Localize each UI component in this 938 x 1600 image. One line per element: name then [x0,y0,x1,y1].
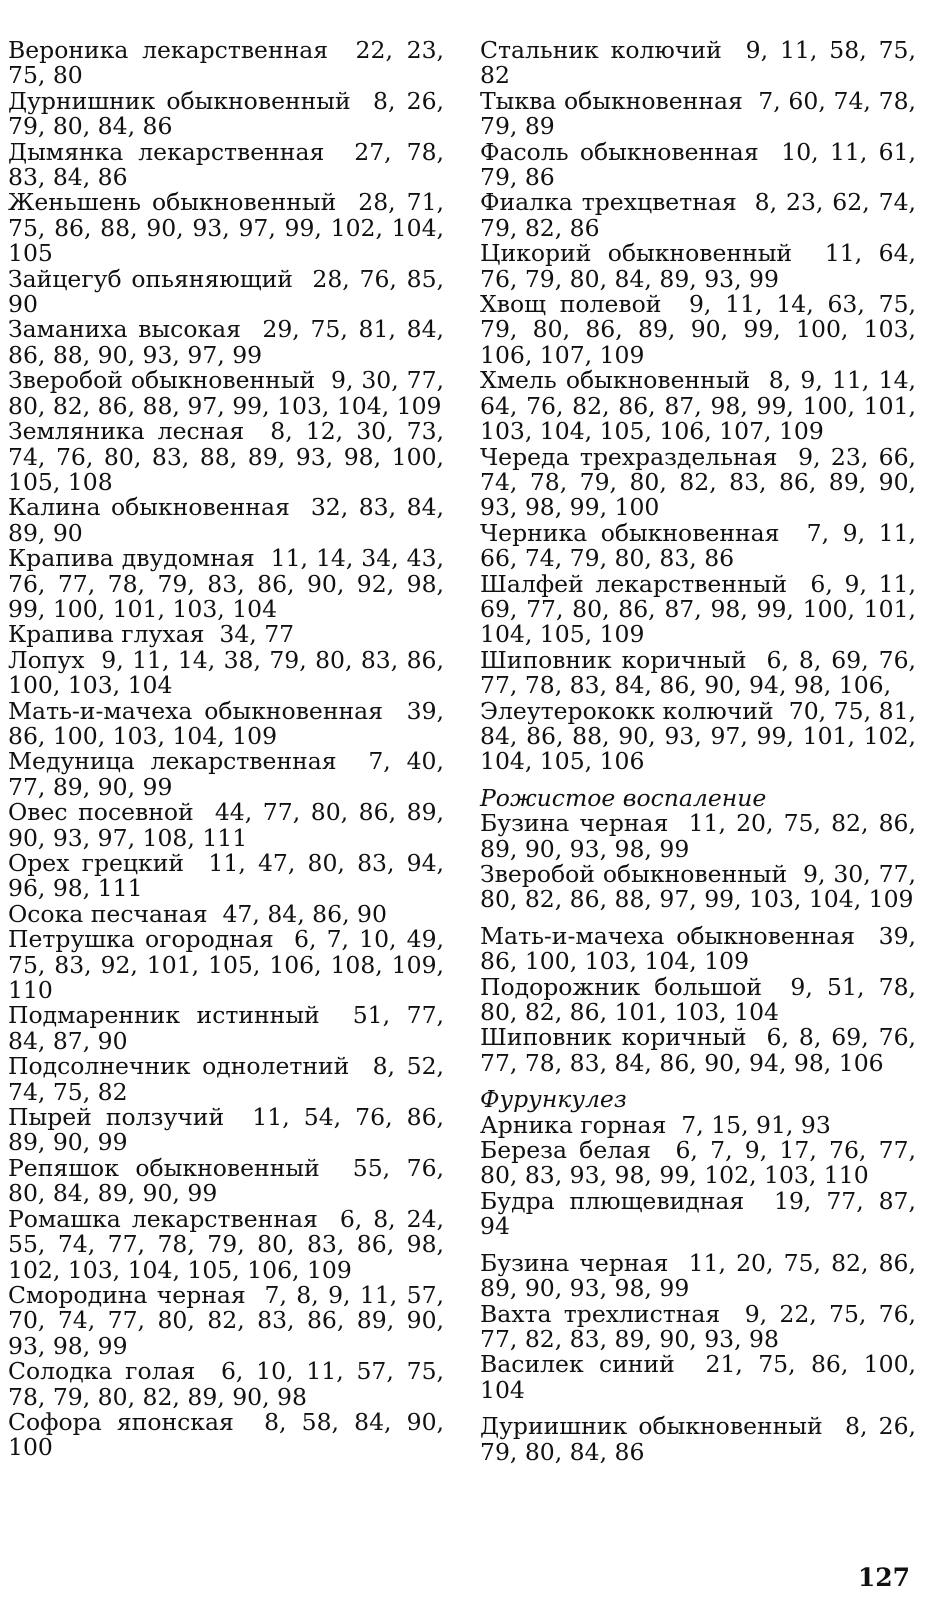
entry-name: Мать-и-мачеха обыкновенная [8,696,384,725]
index-entry [480,137,916,192]
entry-name: Пырей ползучий [8,1103,225,1132]
entry-pages: 9, 30, 77, 80, 82, 86, 88, 97, 99, 103, 104, 109 [480,860,916,914]
entry-name: Шиповник коричный [480,645,747,674]
entry-name: Калина обыкновенная [8,493,290,522]
entry-pages: 10, 11, 61, 79, 86 [480,137,916,192]
entry-name: Орех грецкий [8,849,185,877]
entry-name: Стальник колючий [480,36,722,64]
entry-pages: 9, 22, 75, 76, 77, 82, 83, 89, 90, 93, 98 [480,1299,916,1353]
index-entry [8,1359,444,1410]
index-entry [8,1280,444,1360]
entry-pages: 11, 64, 76, 79, 80, 84, 89, 93, 99 [480,239,916,293]
index-entry [8,1153,444,1208]
index-entry [480,1110,916,1139]
entry-name: Василек синий [480,1350,675,1379]
entry-pages: 8, 52, 74, 75, 82 [8,1052,444,1106]
entry-name: Черника обыкновенная [480,518,780,547]
entry-name: Зайцегуб опьяняющий [8,264,293,293]
entry-pages: 6, 9, 11, 69, 77, 80, 86, 87, 98, 99, 100, 101, 104, 105, 109 [480,569,916,649]
index-entry [8,1407,444,1462]
entry-pages: 28, 76, 85, 90 [8,264,444,319]
index-entry [480,292,916,368]
entry-name: Вахта трехлистная [480,1299,721,1328]
entry-name: Зверобой обыкновенный [8,366,316,395]
entry-name: Смородина черная [8,1280,246,1309]
index-entry [480,1138,916,1189]
index-entry [480,38,916,89]
index-entry [480,86,916,141]
entry-pages: 32, 83, 84, 89, 90 [8,493,444,547]
entry-name: Мать-и-мачеха обыкновенная [480,921,856,950]
index-entry [480,1248,916,1303]
entry-name: Бузина черная [480,809,669,838]
entry-pages: 7, 8, 9, 11, 57, 70, 74, 77, 80, 82, 83, 86, 89, 90, 93, 98, 99 [8,1280,444,1360]
index-entry [480,921,916,976]
right-column [480,38,916,1465]
entry-pages: 11, 47, 80, 83, 94, 96, 98, 111 [8,849,445,903]
entry-name: Дымянка лекарственная [8,137,325,166]
entry-name: Лопух [8,645,85,674]
index-entry [480,1414,916,1465]
entry-name: Подмаренник истинный [8,1001,320,1030]
entry-pages: 39, 86, 100, 103, 104, 109 [8,696,444,750]
entry-pages: 11, 20, 75, 82, 86, 89, 90, 93, 98, 99 [480,809,916,863]
entry-name: Шалфей лекарственный [480,569,787,598]
entry-pages: 22, 23, 75, 80 [8,36,444,90]
index-entry [8,1105,444,1156]
index-entry [480,518,917,573]
page-number: 127 [857,1563,910,1592]
entry-name: Вероника лекарственная [8,36,329,64]
index-entry [480,1025,916,1076]
index-entry [480,368,916,444]
right-column-entries [480,38,916,775]
entry-pages: 44, 77, 80, 86, 89, 90, 93, 97, 108, 111 [8,798,444,852]
index-entry [8,546,444,622]
entry-name: Земляника лесная [8,417,245,446]
entry-name: Будра плющевидная [480,1186,745,1215]
entry-pages: 7, 40, 77, 89, 90, 99 [8,747,444,801]
entry-pages: 55, 76, 80, 84, 89, 90, 99 [8,1153,444,1208]
entry-name: Овес посевной [8,798,194,827]
entry-pages: 6, 8, 24, 55, 74, 77, 78, 79, 80, 83, 86, 98, 102, 103, 104, 105, 106, 109 [8,1204,444,1284]
entry-name: Медуница лекарственная [8,747,337,776]
index-entry [8,645,444,700]
index-entry [480,972,916,1027]
index-entry [480,190,916,241]
entry-name: Осока песчаная [8,899,208,928]
entry-pages: 9, 11, 58, 75, 82 [480,36,916,90]
entry-name: Женьшень обыкновенный [8,188,337,217]
index-entry [8,899,444,928]
index-entry [8,38,444,89]
entry-pages: 6, 10, 11, 57, 75, 78, 79, 80, 82, 89, 90, 98 [8,1357,444,1411]
index-entry [8,317,444,368]
entry-name: Фасоль обыкновенная [480,137,759,166]
section-furunkulez-entries [480,1110,917,1466]
index-entry [480,645,916,700]
entry-pages: 9, 11, 14, 63, 75, 79, 80, 86, 89, 90, 99, 100, 103, 106, 107, 109 [480,290,916,369]
entry-name: Дурнишник обыкновенный [8,86,351,115]
entry-pages: 9, 51, 78, 80, 82, 86, 101, 103, 104 [480,972,916,1027]
entry-pages: 70, 75, 81, 84, 86, 88, 90, 93, 97, 99, 101, 102, 104, 105, 106 [480,696,916,776]
section-heading-furunkulez: Фурункулез [480,1085,627,1114]
section-heading-rozhistoe: Рожистое воспаление [480,783,767,812]
entry-name: Зверобой обыкновенный [480,860,788,888]
index-entry [8,696,444,750]
entry-pages: 6, 7, 10, 49, 75, 83, 92, 101, 105, 106, 108, 109, 110 [8,925,445,1005]
left-column [8,38,444,1461]
index-entry [8,1003,444,1054]
index-entry [480,1186,916,1241]
entry-pages: 21, 75, 86, 100, 104 [480,1350,916,1404]
entry-name: Береза белая [480,1136,652,1165]
entry-pages: 8, 26, 79, 80, 84, 86 [480,1412,916,1466]
entry-pages: 6, 8, 69, 76, 77, 78, 83, 84, 86, 90, 94, 98, 106, [480,645,916,700]
entry-pages: 8, 26, 79, 80, 84, 86 [8,86,444,141]
entry-name: Элеутерококк колючий [480,696,774,725]
entry-name: Фиалка трехцветная [480,188,737,217]
index-entry [8,800,444,851]
entry-name: Арника горная [480,1110,667,1139]
entry-name: Подсолнечник однолетний [8,1052,350,1081]
index-entry [8,1054,444,1105]
index-entry [480,569,916,649]
index-entry [8,622,444,647]
index-entry [8,190,444,266]
entry-pages: 8, 58, 84, 90, 100 [8,1407,444,1462]
entry-pages: 11, 14, 34, 43, 76, 77, 78, 79, 83, 86, 90, 92, 98, 99, 100, 101, 103, 104 [8,544,444,623]
entry-name: Хвощ полевой [480,290,662,319]
entry-name: Крапива двудомная [8,544,255,573]
index-entry [480,811,916,862]
entry-name: Шиповник коричный [480,1023,747,1052]
entry-pages: 8, 12, 30, 73, 74, 76, 80, 83, 88, 89, 93, 98, 100, 105, 108 [8,417,445,496]
entry-pages: 8, 23, 62, 74, 79, 82, 86 [480,188,917,242]
index-entry [8,86,444,141]
entry-pages: 9, 11, 14, 38, 79, 80, 83, 86, 100, 103, 104 [8,645,444,700]
entry-pages: 19, 77, 87, 94 [480,1186,916,1241]
entry-name: Заманиха высокая [8,315,241,344]
index-entry [8,851,444,902]
index-entry [480,696,916,776]
entry-pages: 28, 71, 75, 86, 88, 90, 93, 97, 99, 102, 104, 105 [8,188,444,268]
entry-pages: 34, 77 [219,620,295,649]
entry-pages: 39, 86, 100, 103, 104, 109 [480,921,916,976]
entry-pages: 6, 7, 9, 17, 76, 77, 80, 83, 93, 98, 99, 102, 103, 110 [480,1136,917,1190]
entry-name: Хмель обыкновенный [480,366,751,395]
entry-name: Софора японская [8,1407,234,1436]
entry-pages: 7, 9, 11, 66, 74, 79, 80, 83, 86 [480,518,917,573]
index-entry [8,419,444,495]
entry-name: Петрушка огородная [8,925,274,954]
entry-pages: 6, 8, 69, 76, 77, 78, 83, 84, 86, 90, 94, 98, 106 [480,1023,916,1077]
entry-name: Крапива глухая [8,620,205,649]
entry-name: Дуриишник обыкновенный [480,1412,823,1441]
index-entry [480,442,916,522]
entry-pages: 9, 30, 77, 80, 82, 86, 88, 97, 99, 103, 104, 109 [8,366,444,420]
index-entry [8,368,444,419]
entry-name: Солодка голая [8,1357,196,1386]
entry-name: Подорожник большой [480,972,762,1001]
section-rozhistoe-entries [480,811,916,1076]
entry-pages: 47, 84, 86, 90 [222,899,387,928]
entry-name: Цикорий обыкновенный [480,239,793,268]
entry-pages: 27, 78, 83, 84, 86 [8,137,444,192]
entry-pages: 8, 9, 11, 14, 64, 76, 82, 86, 87, 98, 99, 100, 101, 103, 104, 105, 106, 107, 109 [480,366,917,446]
index-entry [8,264,444,319]
index-entry [8,749,444,800]
entry-name: Тыква обыкновенная [480,86,743,115]
index-entry [480,241,916,292]
entry-pages: 9, 23, 66, 74, 78, 79, 80, 82, 83, 86, 89, 90, 93, 98, 99, 100 [480,442,916,522]
entry-name: Череда трехраздельная [480,442,778,471]
entry-pages: 11, 54, 76, 86, 89, 90, 99 [8,1103,445,1157]
index-entry [480,1352,916,1403]
entry-pages: 7, 15, 91, 93 [681,1110,831,1139]
index-entry [8,927,444,1003]
entry-pages: 7, 60, 74, 78, 79, 89 [480,86,916,141]
entry-name: Бузина черная [480,1248,669,1277]
entry-name: Ромашка лекарственная [8,1204,318,1233]
index-entry [8,137,444,192]
index-entry [8,495,444,546]
entry-pages: 11, 20, 75, 82, 86, 89, 90, 93, 98, 99 [480,1248,916,1303]
entry-pages: 51, 77, 84, 87, 90 [8,1001,444,1055]
index-entry [480,862,916,913]
index-entry [8,1204,444,1284]
index-entry [480,1299,916,1353]
entry-pages: 29, 75, 81, 84, 86, 88, 90, 93, 97, 99 [8,315,444,369]
entry-name: Репяшок обыкновенный [8,1153,320,1182]
